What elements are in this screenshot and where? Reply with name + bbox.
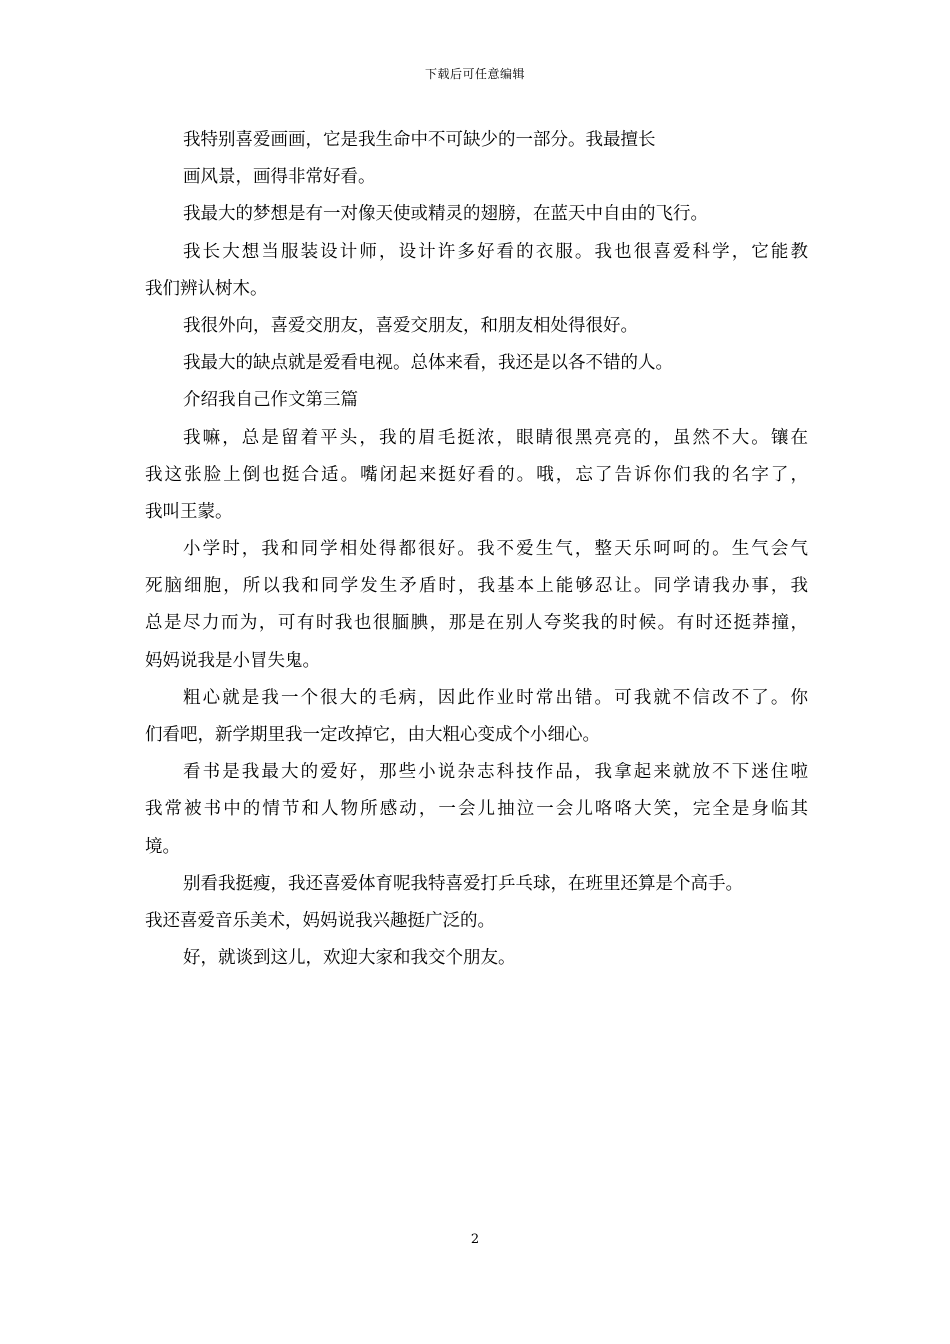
document-body [145,122,808,977]
paragraph-line: 画风景，画得非常好看。 [183,167,376,188]
page-number: 2 [470,1232,480,1247]
paragraph-line: 我最大的梦想是有一对像天使或精灵的翅膀，在蓝天中自由的飞行。 [183,204,708,225]
paragraph-line: 我叫王蒙。 [145,501,233,522]
paragraph-line: 我还喜爱音乐美术，妈妈说我兴趣挺广泛的。 [145,910,495,931]
paragraph-line: 好，就谈到这儿，欢迎大家和我交个朋友。 [183,948,516,969]
section-heading: 介绍我自己作文第三篇 [183,390,358,411]
paragraph-line: 我常被书中的情节和人物所感动，一会儿抽泣一会儿咯咯大笑，完全是身临其 [145,799,808,820]
paragraph-line: 看书是我最大的爱好，那些小说杂志科技作品，我拿起来就放不下迷住啦 [183,762,808,783]
paragraph-line: 我特别喜爱画画，它是我生命中不可缺少的一部分。我最擅长 [183,130,656,150]
paragraph-line: 境。 [145,836,180,857]
page-header: 下载后可任意编辑 [424,67,525,81]
paragraph-line: 们看吧，新学期里我一定改掉它，由大粗心变成个小细心。 [145,725,600,745]
paragraph-line: 我嘛，总是留着平头，我的眉毛挺浓，眼睛很黑亮亮的，虽然不大。镶在 [183,427,808,448]
paragraph-line: 我很外向，喜爱交朋友，喜爱交朋友，和朋友相处得很好。 [183,315,638,336]
paragraph-line: 死脑细胞，所以我和同学发生矛盾时，我基本上能够忍让。同学请我办事，我 [145,576,808,597]
paragraph-line: 我们辨认树木。 [145,278,268,299]
paragraph-line: 妈妈说我是小冒失鬼。 [145,650,320,671]
paragraph-line: 粗心就是我一个很大的毛病，因此作业时常出错。可我就不信改不了。你 [183,687,808,708]
paragraph-line: 我最大的缺点就是爱看电视。总体来看，我还是以各不错的人。 [183,353,673,374]
paragraph-line: 我这张脸上倒也挺合适。嘴闭起来挺好看的。哦，忘了告诉你们我的名字了， [145,464,808,485]
paragraph-line: 别看我挺瘦，我还喜爱体育呢我特喜爱打乒乓球，在班里还算是个高手。 [183,873,743,894]
paragraph-line: 总是尽力而为，可有时我也很腼腆，那是在别人夸奖我的时候。有时还挺莽撞， [145,613,808,634]
paragraph-line: 我长大想当服装设计师，设计许多好看的衣服。我也很喜爱科学，它能教 [183,241,808,262]
paragraph-line: 小学时，我和同学相处得都很好。我不爱生气，整天乐呵呵的。生气会气 [183,539,808,560]
